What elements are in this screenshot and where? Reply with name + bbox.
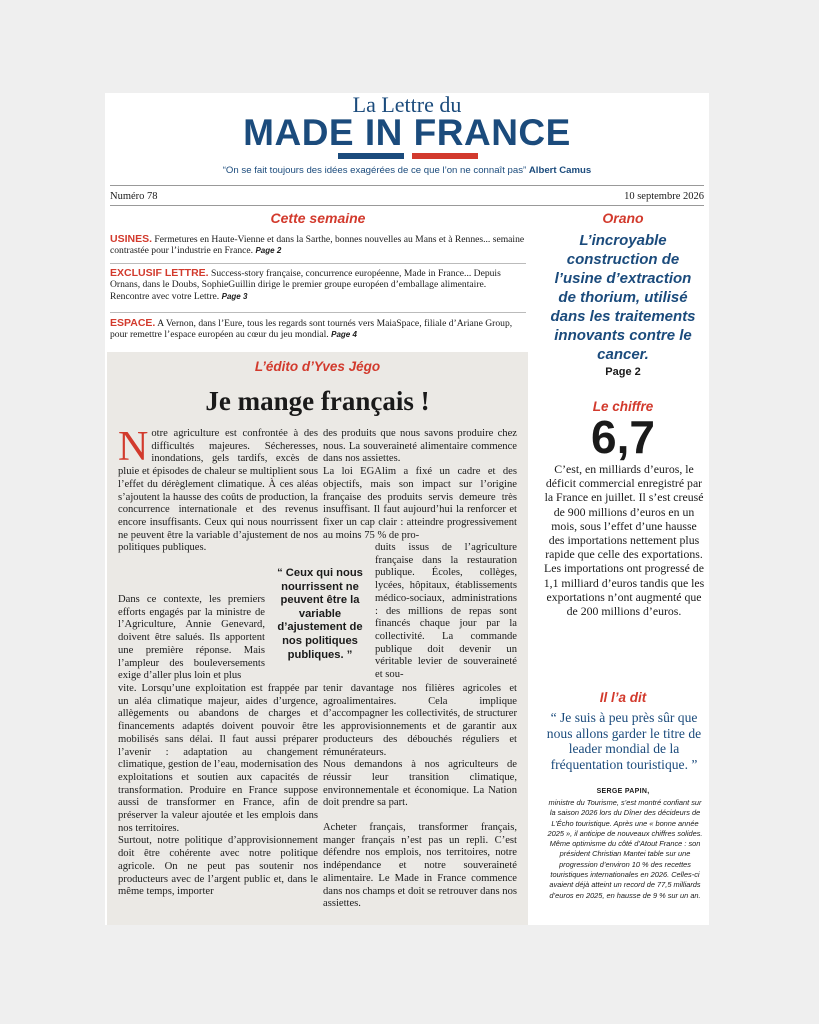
meta-rule	[110, 205, 704, 206]
dit-heading: Il l’a dit	[599, 690, 647, 705]
edito-kicker: L’édito d’Yves Jégo	[254, 359, 381, 374]
edito-paragraph: Surtout, notre politique d’approvisionnement doit être cohérente avec notre politique agricole. On ne peut pas soutenir nos producteurs avec de l’argent public et, dans le même temps, importer	[118, 835, 318, 898]
orano-text: L’incroyable construction de l’usine d’extraction de thorium, utilisé dans les traitements innovants contre le cancer.	[550, 232, 696, 363]
edito-title: Je mange français !	[205, 386, 430, 416]
masthead-title: MADE IN FRANCE	[243, 112, 571, 153]
this-week-heading: Cette semaine	[270, 210, 366, 226]
dit-text: ministre du Tourisme, s’est montré confiant sur la saison 2026 lors du Dîner des décideurs de L’Écho touristique. Après une « bonne année 2025 », il anticipe de nouveaux chiffres solides. Même optimisme du côté d’Atout France : son président Christian Mantei table sur une progression d’environ 10 % des recettes touristiques internationales en 2026. Celles-ci avaient déjà atteint un record de 77,5 milliards d’euros en 2025, en hausse de 9 % sur un an.	[547, 798, 703, 900]
issue-date: 10 septembre 2026	[624, 191, 704, 202]
news-item-usines	[110, 234, 526, 257]
chiffre-heading: Le chiffre	[592, 399, 654, 414]
news-item-espace	[110, 318, 526, 341]
header-rule	[110, 185, 704, 186]
dit-quote: “ Je suis à peu près sûr que nous allons garder le titre de leader mondial de la fréquentation touristique. ”	[546, 710, 702, 772]
news-page: Page 3	[221, 291, 248, 301]
edito-pullquote: “ Ceux qui nous nourrissent ne peuvent être la variable d’ajustement de nos politiques publiques. ”	[277, 567, 363, 661]
edito-column-2-bottom	[323, 683, 517, 911]
edito-dropcap: N	[118, 424, 149, 470]
chiffre-number: 6,7	[591, 411, 655, 463]
dit-name: SERGE PAPIN,	[596, 788, 650, 795]
news-text: A Vernon, dans l’Eure, tous les regards sont tournés vers MaiaSpace, filiale d’Ariane Group, pour remettre l’espace européen au cœur du jeu mondial.	[110, 318, 513, 341]
news-divider	[110, 263, 526, 264]
edito-paragraph: Acheter français, transformer français, manger français n’est pas un repli. C’est défendre nos emplois, nos territoires, notre indépendance et notre souveraineté alimentaire. Le Made in France commence dans nos champs et doit se retrouver dans nos assiettes.	[323, 822, 517, 910]
edito-paragraph: des produits que nous savons produire chez nous. La souveraineté alimentaire commence dans nos assiettes.	[323, 428, 517, 465]
edito-column-1-wrap	[118, 594, 265, 683]
masthead-quote	[105, 165, 709, 177]
issue-number: Numéro 78	[110, 191, 158, 202]
news-item-exclusif	[110, 268, 526, 302]
news-divider	[110, 312, 526, 313]
edito-column-1-top	[118, 424, 318, 555]
flag-bar-blue	[338, 153, 404, 159]
news-text: Success-story française, concurrence européenne, Made in France... Depuis Ornans, dans le Doubs, SophieGuillin dirige le premier groupe européen d’emballage alimentaire. Rencontre avec votre Lettre.	[110, 268, 501, 302]
edito-paragraph: La loi EGAlim a fixé un cadre et des objectifs, mais son impact sur l’origine française des produits servis demeure très insuffisant. Il faut aujourd’hui la renforcer et fixer un cap clair : atteindre progressivement au moins 75 % de pro-	[323, 466, 517, 541]
orano-heading: Orano	[602, 210, 644, 226]
edito-paragraph: otre agriculture est confrontée à des difficultés majeures. Sécheresses, inondations, gels tardifs, excès de pluie et épisodes de chaleur se multiplient sous l’effet du dérèglement climatique. À ces aléas s’ajoutent la hausse des coûts de production, la concurrence internationale et des revenus encore insuffisants. Ceux qui nous nourrissent ne peuvent être la variable d’ajustement de nos politiques publiques.	[118, 428, 318, 554]
masthead-quote-text: “On se fait toujours des idées exagérées de ce que l’on ne connaît pas”	[222, 165, 527, 176]
edito-column-2-top	[323, 428, 517, 542]
news-label: USINES.	[110, 233, 153, 245]
edito-column-1-bottom	[118, 683, 318, 899]
edito-paragraph: Nous demandons à nos agriculteurs de réussir leur transition climatique, environnementale et économique. La Nation doit prendre sa part.	[323, 759, 517, 809]
news-page: Page 2	[255, 246, 282, 256]
edito-paragraph: duits issus de l’agriculture française dans la restauration publique. Écoles, collèges, lycées, hôpitaux, établissements médico-sociaux, administrations : des millions de repas sont financés chaque jour par la collectivité. La commande publique doit devenir un véritable levier de souveraineté et sou-	[375, 542, 517, 681]
orano-page: Page 2	[605, 366, 641, 378]
news-label: ESPACE.	[110, 317, 156, 329]
edito-column-2-wrap	[375, 542, 517, 682]
chiffre-text: C’est, en milliards d’euros, le déficit commercial enregistré par la France en juillet. Il s’est creusé de 900 millions d’euros en un mois, sous l’effet d’une hausse des importations nettement plus rapide que celle des exportations. Les importations ont progressé de 1,1 milliard d’euros tandis que les exportations n’ont augmenté que de 200 millions d’euros.	[543, 462, 705, 619]
masthead-quote-author: Albert Camus	[528, 165, 592, 176]
masthead-title-small: La Lettre du	[352, 93, 462, 117]
edito-paragraph: tenir davantage nos filières agricoles et agroalimentaires. Cela implique d’accompagner les collectivités, de structurer les approvisionnements et de garantir aux producteurs des débouchés réguliers et rémunérateurs.	[323, 683, 517, 758]
edito-paragraph: Dans ce contexte, les premiers efforts engagés par la ministre de l’Agriculture, Annie Genevard, doivent être salués. Ils apportent une première réponse. Mais l’ampleur des bouleversements exige d’aller plus loin et plus	[118, 594, 265, 682]
edito-paragraph: vite. Lorsqu’une exploitation est frappée par un aléa climatique majeur, aides d’urgence, allègements ou abandons de charges et financements adaptés doivent pouvoir être mobilisés sans délai. Il faut aussi préparer l’avenir : adaptation au changement climatique, gestion de l’eau, modernisation des exploitations et soutien aux capacités de transformation. Produire en France suppose aussi de transformer en France, afin de préserver la valeur ajoutée et les emplois dans nos territoires.	[118, 683, 318, 834]
newsletter-page	[105, 93, 709, 925]
flag-bar-red	[412, 153, 478, 159]
news-label: EXCLUSIF LETTRE.	[110, 267, 209, 279]
news-text: Fermetures en Haute-Vienne et dans la Sarthe, bonnes nouvelles au Mans et à Rennes... semaine contrastée pour l’industrie en France.	[110, 234, 525, 257]
news-page: Page 4	[331, 330, 357, 340]
